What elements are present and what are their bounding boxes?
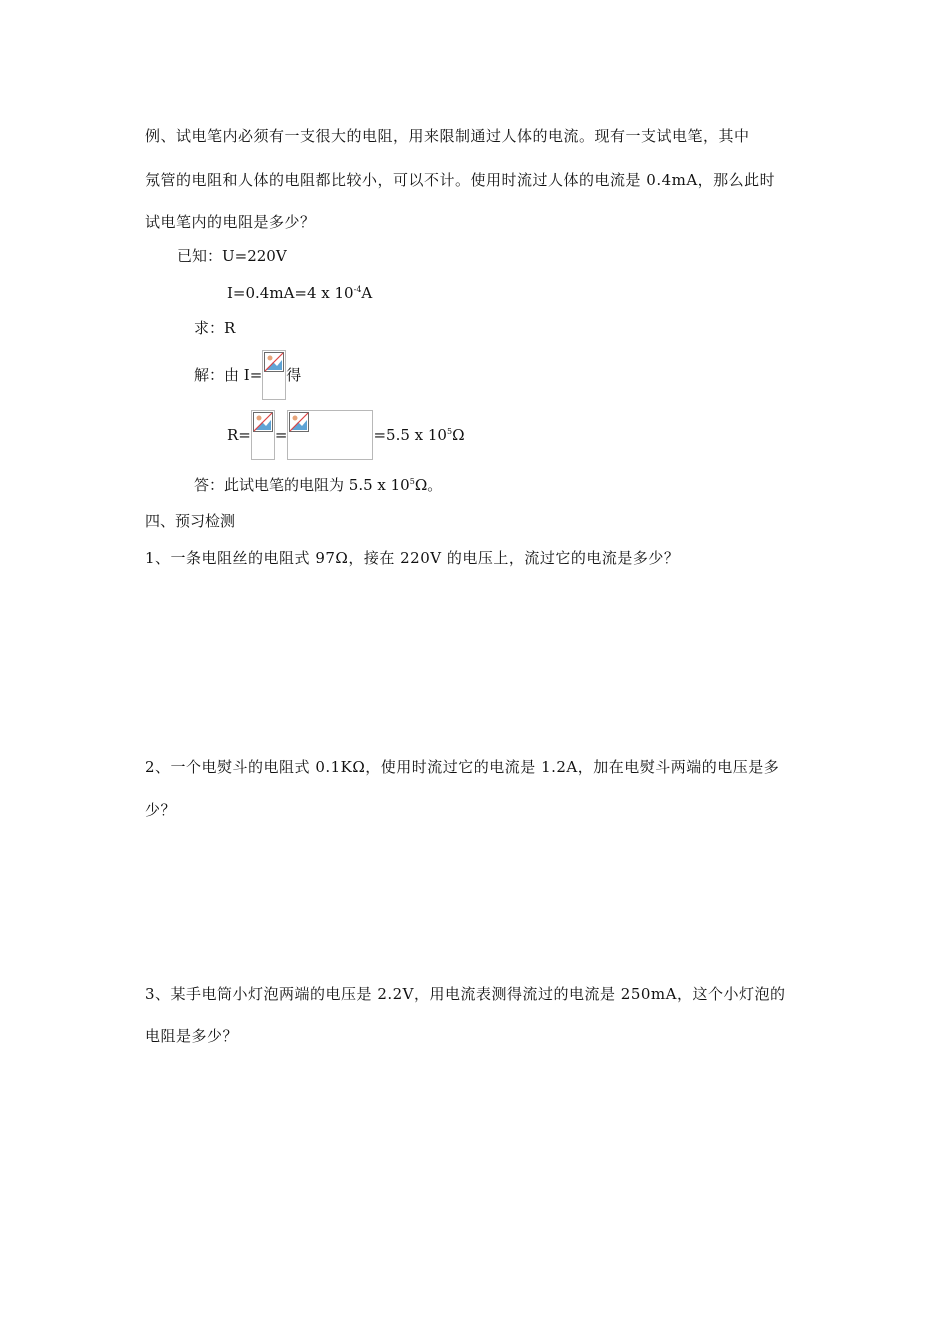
seek-line: 求：R — [194, 319, 236, 337]
formula-image-3 — [287, 410, 373, 460]
question-1: 1、一条电阻丝的电阻式 97Ω，接在 220V 的电压上，流过它的电流是多少？ — [145, 549, 680, 567]
solve-suffix: 得 — [286, 366, 302, 384]
answer-line — [194, 475, 442, 495]
r-result-base: =5.5 x 10 — [373, 426, 447, 444]
r-label: R= — [227, 426, 251, 444]
broken-image-icon — [253, 412, 273, 432]
known-line: 已知：U=220V — [177, 247, 287, 265]
broken-image-icon — [289, 412, 309, 432]
current-line — [227, 283, 372, 303]
question-3-line-1: 3、某手电筒小灯泡两端的电压是 2.2V，用电流表测得流过的电流是 250mA，这个小灯泡的 — [145, 985, 786, 1003]
r-result — [373, 425, 464, 445]
current-base: I=0.4mA=4 x 10 — [227, 284, 354, 302]
section-title: 四、预习检测 — [145, 512, 236, 530]
answer-base: 答：此试电笔的电阻为 5.5 x 10 — [194, 476, 410, 494]
example-line-3: 试电笔内的电阻是多少？ — [145, 213, 316, 231]
formula-image-1 — [262, 350, 286, 400]
answer-exponent: 5 — [409, 477, 415, 486]
current-unit: A — [361, 284, 373, 302]
r-result-unit: Ω — [452, 426, 465, 444]
current-exponent: -4 — [353, 285, 362, 294]
formula-image-2 — [251, 410, 275, 460]
r-equals: = — [274, 426, 288, 444]
example-line-1: 例、试电笔内必须有一支很大的电阻，用来限制通过人体的电流。现有一支试电笔，其中 — [145, 127, 750, 145]
solve-line — [194, 350, 301, 400]
solve-prefix: 解：由 I= — [194, 366, 263, 384]
broken-image-icon — [264, 352, 284, 372]
question-2-line-1: 2、一个电熨斗的电阻式 0.1KΩ，使用时流过它的电流是 1.2A，加在电熨斗两端的电压是多 — [145, 758, 780, 776]
r-result-exponent: 5 — [446, 427, 453, 436]
answer-unit: Ω。 — [414, 476, 443, 494]
example-line-2: 氖管的电阻和人体的电阻都比较小，可以不计。使用时流过人体的电流是 0.4mA，那么此时 — [145, 171, 776, 189]
question-3-line-2: 电阻是多少？ — [145, 1027, 239, 1045]
question-2-line-2: 少？ — [145, 801, 177, 819]
r-calculation-line — [227, 410, 465, 460]
